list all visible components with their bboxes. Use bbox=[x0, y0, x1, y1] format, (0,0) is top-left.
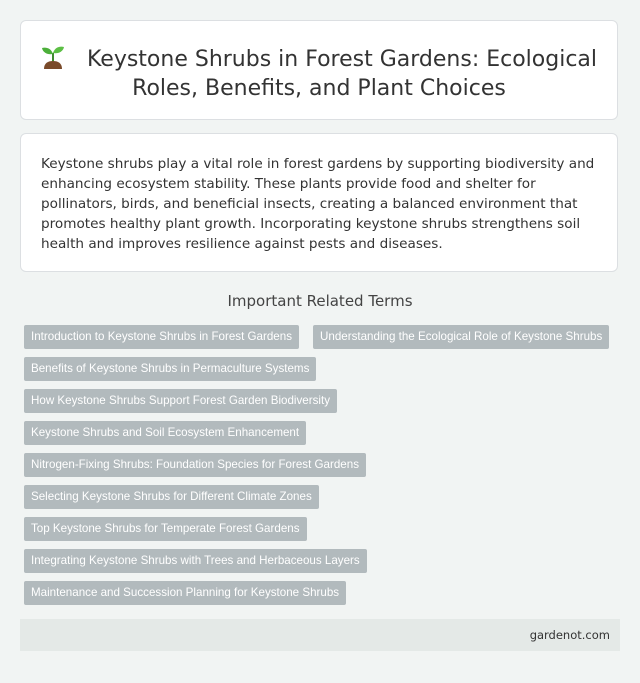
footer bbox=[20, 619, 620, 651]
tag-biodiversity[interactable]: How Keystone Shrubs Support Forest Garden Biodiversity bbox=[24, 389, 337, 413]
tag-climate-zones[interactable]: Selecting Keystone Shrubs for Different Climate Zones bbox=[24, 485, 319, 509]
tag-integrating-layers[interactable]: Integrating Keystone Shrubs with Trees and Herbaceous Layers bbox=[24, 549, 367, 573]
intro-paragraph: Keystone shrubs play a vital role in forest gardens by supporting biodiversity and enhancing ecosystem stability. These plants provide food and shelter for pollinators, birds, and beneficial insects, creating a balanced environment that promotes healthy plant growth. Incorporating keystone shrubs strengthens soil health and improves resilience against pests and diseases. bbox=[41, 156, 595, 252]
tag-soil-ecosystem[interactable]: Keystone Shrubs and Soil Ecosystem Enhancement bbox=[24, 421, 306, 445]
seedling-icon bbox=[41, 43, 65, 69]
intro-card bbox=[20, 133, 618, 272]
tag-permaculture-benefits[interactable]: Benefits of Keystone Shrubs in Permaculture Systems bbox=[24, 357, 316, 381]
title-card bbox=[20, 20, 618, 120]
page-title-text: Keystone Shrubs in Forest Gardens: Ecological Roles, Benefits, and Plant Choices bbox=[86, 47, 598, 101]
tag-nitrogen-fixing[interactable]: Nitrogen-Fixing Shrubs: Foundation Species for Forest Gardens bbox=[24, 453, 366, 477]
tag-introduction[interactable]: Introduction to Keystone Shrubs in Forest Gardens bbox=[24, 325, 299, 349]
page-title bbox=[21, 43, 617, 103]
tag-temperate-shrubs[interactable]: Top Keystone Shrubs for Temperate Forest Gardens bbox=[24, 517, 307, 541]
tag-ecological-role[interactable]: Understanding the Ecological Role of Keystone Shrubs bbox=[313, 325, 609, 349]
related-terms-heading: Important Related Terms bbox=[227, 292, 413, 310]
footer-site-link[interactable]: gardenot.com bbox=[529, 628, 610, 642]
tag-maintenance[interactable]: Maintenance and Succession Planning for Keystone Shrubs bbox=[24, 581, 346, 605]
